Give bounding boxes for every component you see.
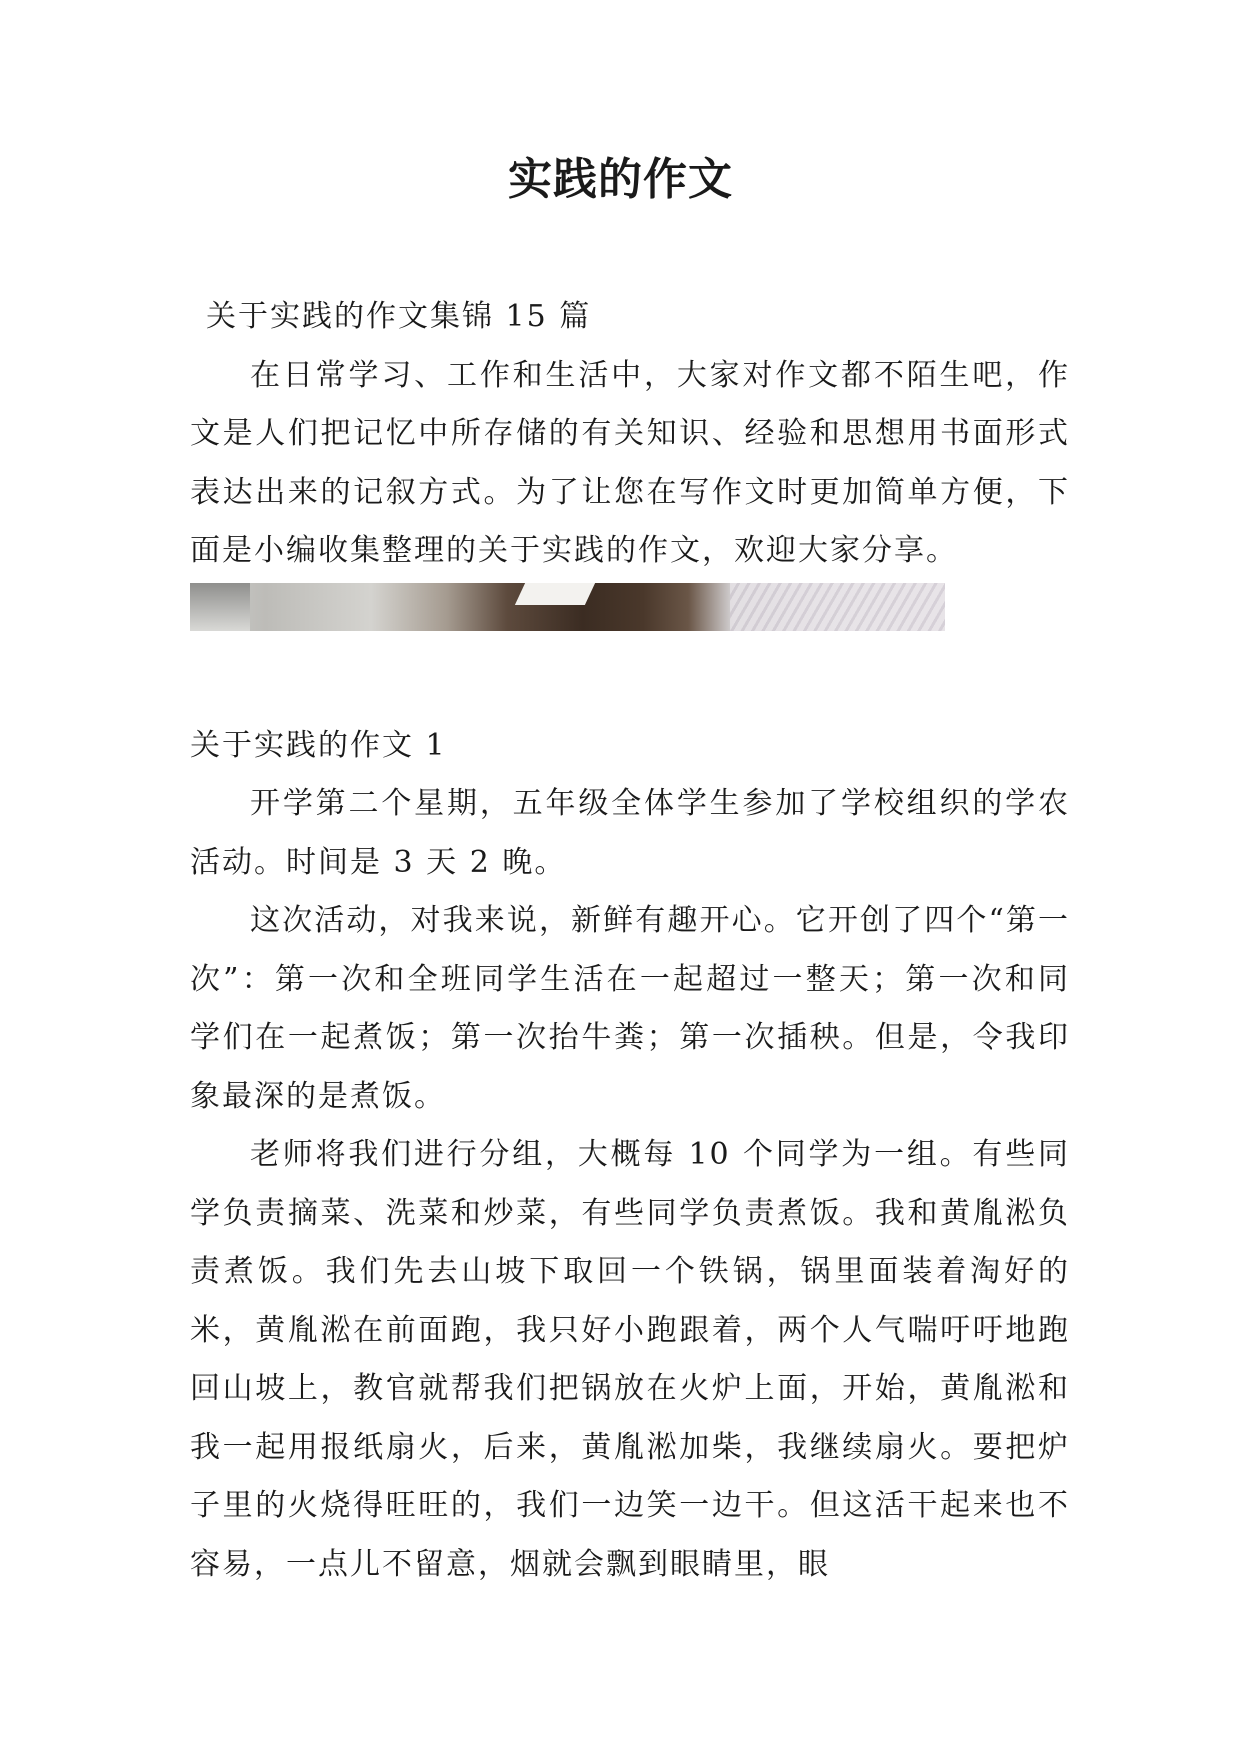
- document-subtitle: 关于实践的作文集锦 15 篇: [206, 299, 592, 334]
- document-body: [190, 288, 1070, 1594]
- document-title: 实践的作文: [508, 154, 733, 205]
- cropped-photo: [190, 583, 945, 631]
- photo-paper-edge: [515, 583, 595, 605]
- photo-laptop-corner: [190, 583, 250, 631]
- body-paragraph-2: 这次活动，对我来说，新鲜有趣开心。它开创了四个“第一次”：第一次和全班同学生活在一起超过一整天；第一次和同学们在一起煮饭；第一次抬牛粪；第一次插秧。但是，令我印象最深的是煮饭。: [190, 903, 1070, 1114]
- section-heading: 关于实践的作文 1: [190, 727, 447, 763]
- body-paragraph-3: 老师将我们进行分组，大概每 10 个同学为一组。有些同学负责摘菜、洗菜和炒菜，有些同学负责煮饭。我和黄胤淞负责煮饭。我们先去山坡下取回一个铁锅，锅里面装着淘好的米，黄胤淞在前面跑，我只好小跑跟着，两个人气喘吁吁地跑回山坡上，教官就帮我们把锅放在火炉上面，开始，黄胤淞和我一起用报纸扇火，后来，黄胤淞加柴，我继续扇火。要把炉子里的火烧得旺旺的，我们一边笑一边干。但这活干起来也不容易，一点儿不留意，烟就会飘到眼睛里，眼: [190, 1137, 1070, 1582]
- body-paragraph-1: 开学第二个星期，五年级全体学生参加了学校组织的学农活动。时间是 3 天 2 晚。: [190, 786, 1070, 880]
- intro-paragraph: 在日常学习、工作和生活中，大家对作文都不陌生吧，作文是人们把记忆中所存储的有关知识、经验和思想用书面形式表达出来的记叙方式。为了让您在写作文时更加简单方便，下面是小编收集整理的关于实践的作文，欢迎大家分享。: [190, 357, 1070, 568]
- photo-fabric: [730, 583, 945, 631]
